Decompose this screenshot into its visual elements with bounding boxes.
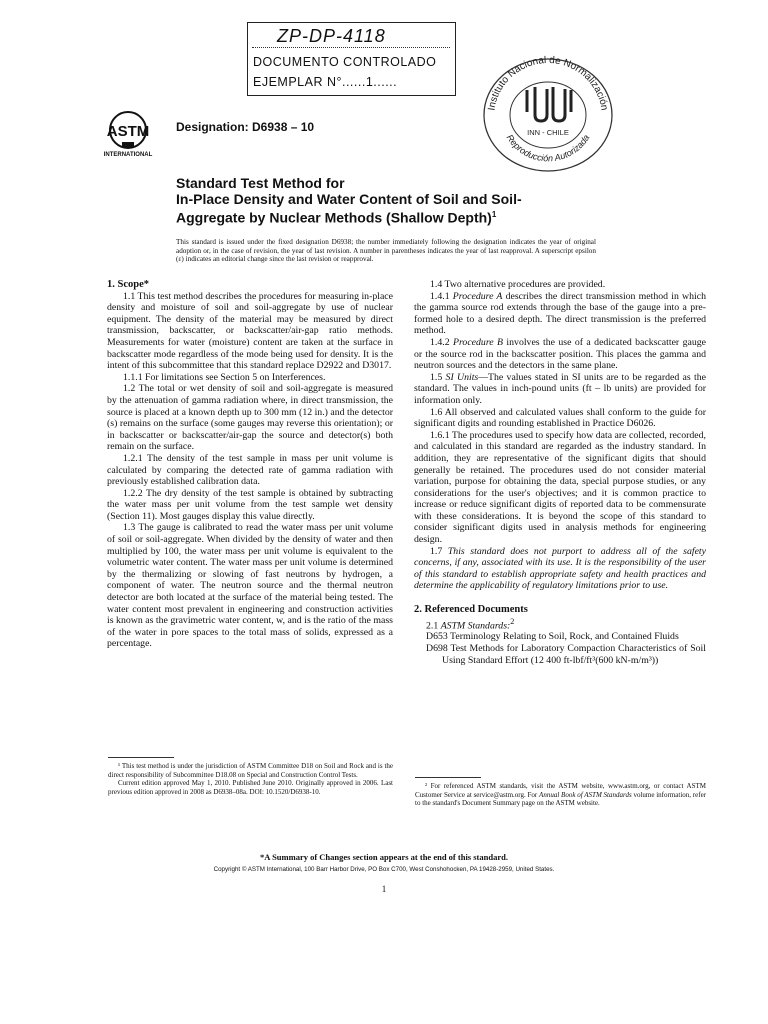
seal-bottom-text: Reproducción Autorizada [504,132,592,164]
references-heading: 2. Referenced Documents [414,604,528,616]
section-1-2-2: 1.2.2 The dry density of the test sample is obtained by subtracting the water mass per unit volume from the test sample wet density (Section 11). Most gauges display this value directly. [107,487,393,522]
summary-note: *A Summary of Changes section appears at the end of this standard. [260,852,508,862]
left-column [107,279,393,650]
em-si-units: SI Units [445,371,479,383]
right-column [414,279,706,666]
em-procedure-b: Procedure B [453,336,504,348]
designation: Designation: D6938 – 10 [176,120,315,134]
stamp-divider [252,47,450,48]
footnote-ref-2: 2 [510,616,515,626]
logo-subtext: INTERNATIONAL [103,152,153,158]
logo-text: ASTM [106,123,150,140]
scope-heading: 1. Scope* [107,279,149,290]
text-1-4-1: describes the direct transmission method in which the gamma source rod extends through the base of the gauge into a pre-formed hole to a desired depth. The direct transmission is the preferred method. [414,290,706,337]
astm-logo [92,108,164,158]
section-1-4-1 [414,291,706,337]
section-2-1 [414,616,706,632]
section-1-7 [414,546,706,592]
copyright: Copyright © ASTM International, 100 Barr Harbor Drive, PO Box C700, West Conshohocken, PA 19428-2959, United States. [213,866,555,873]
footnote-rule-left [108,757,174,758]
footnote-2 [415,782,706,808]
em-procedure-a: Procedure A [452,290,503,302]
section-1-6-1: 1.6.1 The procedures used to specify how data are collected, recorded, and calculated in this standard are regarded as the industry standard. In addition, they are representative of the significant digits that should generally be retained. The procedures used do not consider material variation, purpose for obtaining the data, special purpose studies, or any considerations for the user's objectives; and it is common practice to increase or reduce significant digits of reported data to be commensurate with these considerations. It is beyond the scope of this standard to consider significant digits used in analysis methods for engineering design. [414,429,706,546]
num-1-4-1: 1.4.1 [430,290,450,302]
section-1-2: 1.2 The total or wet density of soil and soil-aggregate is measured by the attenuation of gamma radiation where, in direct transmission, the source is placed at a known depth up to 300 mm (12 in.) and the detector (s) remains on the surface (some gauges may reverse this orientation); or in backscatter or backscatter/air-gap the source and detector(s) both remain on the surface. [107,383,393,453]
num-1-5: 1.5 [430,371,443,383]
stamp-line-controlled: DOCUMENTO CONTROLADO [253,55,437,69]
stamp-code: ZP-DP-4118 [277,26,386,46]
num-1-4-2: 1.4.2 [430,336,450,348]
footnote-2-em: Annual Book of ASTM Standards [539,790,632,799]
stamp-line-copy-number: EJEMPLAR N°......1...... [253,75,398,89]
footnote-2-a: ² For referenced ASTM standards, visit the ASTM website, www.astm.org, or contact ASTM Customer Service at service@astm.org. For [415,782,706,799]
document-title [176,175,522,226]
footnote-right [415,782,706,808]
section-1-4: 1.4 Two alternative procedures are provided. [430,279,606,290]
seal-center-text: INN - CHILE [527,128,569,137]
title-line-3 [176,207,522,226]
section-1-4-2 [414,337,706,372]
title-line-3-text: Aggregate by Nuclear Methods (Shallow Depth) [176,209,492,226]
title-line-1: Standard Test Method for [176,175,345,191]
issue-note: This standard is issued under the fixed designation D6938; the number immediately following the designation indicates the year of original adoption or, in the case of revision, the year of last revision. A number in parentheses indicates the year of last reapproval. A superscript epsilon (ε) indicates an editorial change since the last revision or reapproval. [176,238,596,264]
footnote-1-edition: Current edition approved May 1, 2010. Published June 2010. Originally approved in 2006. Last previous edition approved in 2008 as D6938–08a. DOI: 10.1520/D6938-10. [108,779,393,796]
num-2-1: 2.1 [426,619,439,631]
section-1-5 [414,372,706,407]
num-1-7: 1.7 [430,545,443,557]
text-1-4-2: involves the use of a dedicated backscatter gauge or the source rod in the backscatter position. This places the gamma and neutron sources and the detectors in the same plane. [414,336,706,372]
footnote-2-b: volume information, refer to the standard's Document Summary page on the ASTM website. [415,790,707,807]
footnote-left [108,762,393,796]
ref-d698: D698 Test Methods for Laboratory Compaction Characteristics of Soil Using Standard Effort (12 400 ft-lbf/ft³(600 kN-m/m³)) [426,643,706,666]
page-number: 1 [381,884,387,894]
section-1-2-1: 1.2.1 The density of the test sample in mass per unit volume is calculated by comparing the detected rate of gamma radiation with previously established calibration data. [107,452,393,488]
section-1-1: 1.1 This test method describes the procedures for measuring in-place density and moisture of soil and soil-aggregate by use of nuclear equipment. The density of the material may be measured by direct transmission, backscatter, or backscatter/air-gap ratio methods. Measurements for water (moisture) content are taken at the surface in backscatter mode regardless of the mode being used for density. It is the intent of this subcommittee that this standard replace D2922 and D3017. [107,290,393,372]
section-1-6: 1.6 All observed and calculated values shall conform to the guide for significant digits and rounding established in Practice D6026. [414,406,706,430]
text-1-5: —The values stated in SI units are to be regarded as the standard. The values in inch-pound units (ft – lb units) are provided for information only. [414,371,706,406]
ref-d653: D653 Terminology Relating to Soil, Rock, and Contained Fluids [426,631,679,643]
seal-top-text: Instituto Nacional de Normalización [486,55,610,112]
section-1-1-1: 1.1.1 For limitations see Section 5 on Interferences. [123,371,326,383]
title-footnote-ref: 1 [491,210,497,219]
footnote-rule-right [415,777,481,778]
title-line-2: In-Place Density and Water Content of Soil and Soil- [176,191,522,207]
section-1-3: 1.3 The gauge is calibrated to read the water mass per unit volume of soil or soil-aggregate. When divided by the density of water and then multiplied by 100, the water mass per unit volume is equivalent to the volumetric water content. The water mass per unit volume is determined by the thermalizing or slowing of fast neutrons by hydrogen, a component of water. The neutron source and the thermal neutron detector are both located at the surface of the material being tested. The water content most prevalent in engineering and construction activities is known as the gravimetric water content, w, and is the ratio of the mass of the water in pore spaces to the total mass of solids, expressed as a percentage. [107,522,393,650]
footnote-1: ¹ This test method is under the jurisdiction of ASTM Committee D18 on Soil and Rock and is the direct responsibility of Subcommittee D18.08 on Special and Construction Control Tests. [108,762,393,779]
inn-chile-seal [480,55,616,173]
em-astm-standards: ASTM Standards: [440,619,511,631]
em-safety: This standard does not purport to address all of the safety concerns, if any, associated with its use. It is the responsibility of the user of this standard to establish appropriate safety and health practices and determine the applicability of regulatory limitations prior to use. [414,545,706,592]
inn-logo-icon [527,87,571,121]
